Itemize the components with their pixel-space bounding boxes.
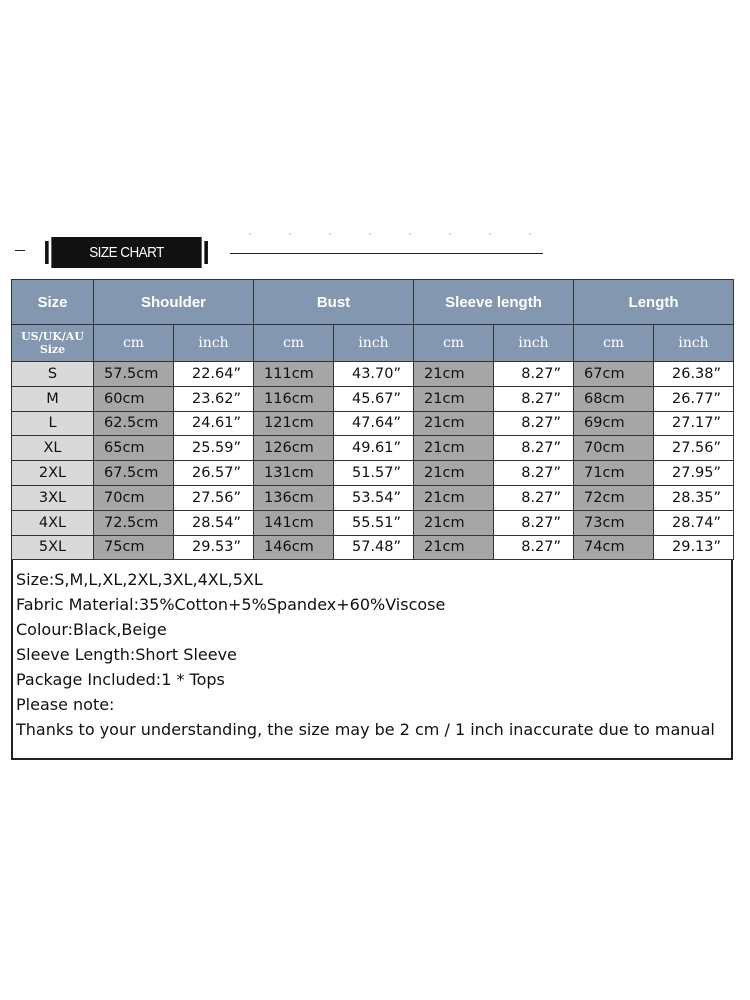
cm-cell: 131cm — [254, 461, 334, 486]
inch-cell: 49.61” — [334, 436, 414, 461]
note-sleeve: Sleeve Length:Short Sleeve — [16, 645, 237, 664]
cm-cell: 70cm — [94, 485, 174, 510]
cm-cell: 21cm — [414, 411, 494, 436]
inch-cell: 28.35” — [654, 485, 734, 510]
cm-cell: 65cm — [94, 436, 174, 461]
table-row — [12, 362, 734, 387]
header-sleeve-length: Sleeve length — [414, 280, 574, 325]
inch-cell: 25.59” — [174, 436, 254, 461]
inch-cell: 8.27” — [494, 436, 574, 461]
table-row — [12, 510, 734, 535]
product-notes — [16, 567, 728, 742]
cm-cell: 57.5cm — [94, 362, 174, 387]
inch-cell: 8.27” — [494, 411, 574, 436]
cm-cell: 21cm — [414, 485, 494, 510]
cm-cell: 67cm — [574, 362, 654, 387]
inch-cell: 24.61” — [174, 411, 254, 436]
size-table — [11, 279, 734, 560]
cm-cell: 60cm — [94, 386, 174, 411]
inch-cell: 47.64” — [334, 411, 414, 436]
header-bust: Bust — [254, 280, 414, 325]
size-cell: 2XL — [12, 461, 94, 486]
size-cell: 3XL — [12, 485, 94, 510]
note-package: Package Included:1 * Tops — [16, 670, 225, 689]
header-row — [12, 280, 734, 325]
table-row — [12, 461, 734, 486]
inch-cell: 8.27” — [494, 510, 574, 535]
inch-cell: 29.53” — [174, 535, 254, 560]
header-size: Size — [12, 280, 94, 325]
table-row — [12, 386, 734, 411]
note-disclaimer: Thanks to your understanding, the size may be 2 cm / 1 inch inaccurate due to manual — [16, 720, 715, 739]
size-cell: L — [12, 411, 94, 436]
inch-cell: 8.27” — [494, 485, 574, 510]
units-row — [12, 325, 734, 362]
cm-cell: 68cm — [574, 386, 654, 411]
size-region-label: US/UK/AU Size — [12, 325, 94, 362]
inch-cell: 27.17” — [654, 411, 734, 436]
banner-rule — [230, 253, 543, 254]
unit-cell: inch — [334, 325, 414, 362]
cm-cell: 146cm — [254, 535, 334, 560]
cm-cell: 21cm — [414, 362, 494, 387]
cm-cell: 75cm — [94, 535, 174, 560]
table-row — [12, 535, 734, 560]
inch-cell: 27.95” — [654, 461, 734, 486]
cm-cell: 72.5cm — [94, 510, 174, 535]
inch-cell: 28.54” — [174, 510, 254, 535]
unit-cell: cm — [94, 325, 174, 362]
size-cell: M — [12, 386, 94, 411]
unit-cell: inch — [174, 325, 254, 362]
unit-cell: inch — [654, 325, 734, 362]
inch-cell: 55.51” — [334, 510, 414, 535]
cm-cell: 62.5cm — [94, 411, 174, 436]
inch-cell: 8.27” — [494, 461, 574, 486]
inch-cell: 28.74” — [654, 510, 734, 535]
inch-cell: 26.77” — [654, 386, 734, 411]
inch-cell: 53.54” — [334, 485, 414, 510]
cm-cell: 67.5cm — [94, 461, 174, 486]
size-cell: 5XL — [12, 535, 94, 560]
inch-cell: 29.13” — [654, 535, 734, 560]
size-chart — [11, 279, 733, 760]
cm-cell: 72cm — [574, 485, 654, 510]
banner-dots — [230, 233, 543, 235]
note-size: Size:S,M,L,XL,2XL,3XL,4XL,5XL — [16, 570, 263, 589]
inch-cell: 27.56” — [654, 436, 734, 461]
inch-cell: 27.56” — [174, 485, 254, 510]
cm-cell: 73cm — [574, 510, 654, 535]
inch-cell: 22.64” — [174, 362, 254, 387]
note-fabric: Fabric Material:35%Cotton+5%Spandex+60%Viscose — [16, 595, 446, 614]
inch-cell: 8.27” — [494, 535, 574, 560]
cm-cell: 21cm — [414, 535, 494, 560]
cm-cell: 21cm — [414, 461, 494, 486]
banner-dash — [15, 250, 25, 251]
note-please: Please note: — [16, 695, 115, 714]
cm-cell: 21cm — [414, 436, 494, 461]
cm-cell: 71cm — [574, 461, 654, 486]
size-cell: 4XL — [12, 510, 94, 535]
inch-cell: 43.70” — [334, 362, 414, 387]
header-length: Length — [574, 280, 734, 325]
cm-cell: 126cm — [254, 436, 334, 461]
inch-cell: 45.67” — [334, 386, 414, 411]
cm-cell: 141cm — [254, 510, 334, 535]
inch-cell: 8.27” — [494, 362, 574, 387]
cm-cell: 136cm — [254, 485, 334, 510]
cm-cell: 116cm — [254, 386, 334, 411]
cm-cell: 111cm — [254, 362, 334, 387]
size-cell: XL — [12, 436, 94, 461]
size-cell: S — [12, 362, 94, 387]
cm-cell: 121cm — [254, 411, 334, 436]
inch-cell: 26.38” — [654, 362, 734, 387]
inch-cell: 23.62” — [174, 386, 254, 411]
note-colour: Colour:Black,Beige — [16, 620, 167, 639]
cm-cell: 70cm — [574, 436, 654, 461]
table-row — [12, 411, 734, 436]
size-chart-banner — [0, 228, 750, 272]
cm-cell: 74cm — [574, 535, 654, 560]
unit-cell: cm — [414, 325, 494, 362]
inch-cell: 8.27” — [494, 386, 574, 411]
inch-cell: 51.57” — [334, 461, 414, 486]
header-shoulder: Shoulder — [94, 280, 254, 325]
unit-cell: cm — [254, 325, 334, 362]
inch-cell: 57.48” — [334, 535, 414, 560]
banner-title: SIZE CHART — [51, 237, 201, 268]
unit-cell: inch — [494, 325, 574, 362]
table-row — [12, 436, 734, 461]
cm-cell: 69cm — [574, 411, 654, 436]
unit-cell: cm — [574, 325, 654, 362]
inch-cell: 26.57” — [174, 461, 254, 486]
cm-cell: 21cm — [414, 386, 494, 411]
table-row — [12, 485, 734, 510]
cm-cell: 21cm — [414, 510, 494, 535]
